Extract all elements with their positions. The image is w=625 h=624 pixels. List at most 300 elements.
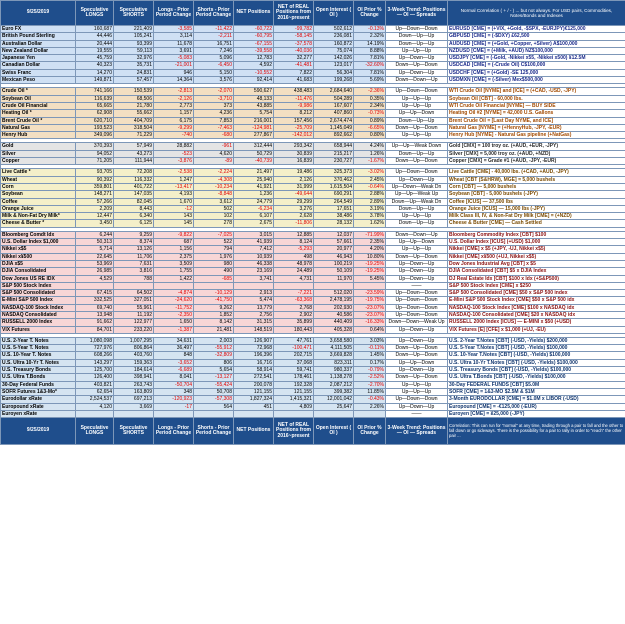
net-real-cell: 59,741: [274, 367, 314, 374]
spec-longs-cell: 620,710: [76, 117, 114, 124]
oi-pct-change-cell: -2.52%: [354, 374, 386, 381]
net-position-cell: 148,519: [234, 326, 274, 333]
row-name-cell: NASDAQ Consolidated: [1, 311, 76, 318]
header-spec-longs: Speculative LONGS: [76, 1, 114, 26]
net-real-cell: 293,342: [274, 143, 314, 150]
oi-pct-change-cell: 3.78%: [354, 213, 386, 220]
net-real-cell: -25,709: [274, 124, 314, 131]
trend-cell: Down—Up—Down: [386, 352, 448, 359]
net-position-cell: -6,234: [234, 205, 274, 212]
net-position-cell: 43,885: [234, 102, 274, 109]
trend-cell: Up—Down—Down: [386, 297, 448, 304]
table-row: [1, 352, 625, 359]
spec-shorts-cell: 72,208: [114, 169, 154, 176]
table-row: [1, 239, 625, 246]
oi-pct-change-cell: -0.13%: [354, 26, 386, 33]
description-cell: WTI Crude Oil [NYME] and [ICE] = (+CAD, -USD, -JPY): [448, 88, 625, 95]
description-cell: U.S. 2-Year T.Notes [CBT] (-USD, -Yields) $200,000: [448, 337, 625, 344]
net-real-cell: -49,644: [274, 191, 314, 198]
spec-longs-cell: 126,400: [76, 374, 114, 381]
open-interest-cell: 40,586: [314, 311, 354, 318]
trend-cell: Up—Up—Up: [386, 95, 448, 102]
trend-cell: Up—Down—Up: [386, 326, 448, 333]
trend-cell: Up—Down—Down: [386, 304, 448, 311]
spec-shorts-cell: 8,443: [114, 205, 154, 212]
trend-cell: Up—Up—Up: [386, 388, 448, 395]
spec-longs-cell: 57,266: [76, 198, 114, 205]
table-row: [1, 345, 625, 352]
header-shorts-change: Shorts - Prior Period Change: [194, 1, 234, 26]
net-real-cell: -5,293: [274, 246, 314, 253]
description-cell: S&P 500 Stock Index [CME] x $250: [448, 282, 625, 289]
description-cell: Euroyen [CME] = ¥25,000 (-JPY): [448, 410, 625, 417]
table-row: [1, 95, 625, 102]
net-position-cell: 121,155: [234, 388, 274, 395]
table-row: [1, 297, 625, 304]
description-cell: 30-Day FEDERAL FUNDS [CBT] $5.0M: [448, 381, 625, 388]
longs-change-cell: -523: [154, 150, 194, 157]
row-name-cell: S&P 500 Consolidated: [1, 290, 76, 297]
row-name-cell: U.S. 10-Year T. Notes: [1, 352, 76, 359]
trend-cell: Up—Up—Up: [386, 381, 448, 388]
description-cell: Gold [CMX] = 100 troy oz. (+AUD, +EUR, -JPY): [448, 143, 625, 150]
shorts-change-cell: -2,211: [194, 33, 234, 40]
description-cell: Coffee [ICUS] — 37,500 lbs: [448, 198, 625, 205]
table-row: [1, 282, 625, 289]
row-name-cell: Soybean: [1, 191, 76, 198]
oi-pct-change-cell: -3.02%: [354, 169, 386, 176]
net-position-cell: 25,940: [234, 176, 274, 183]
table-row: [1, 337, 625, 344]
net-real-cell: -142,012: [274, 132, 314, 139]
open-interest-cell: [314, 282, 354, 289]
oi-pct-change-cell: -0.64%: [354, 183, 386, 190]
open-interest-cell: 264,549: [314, 198, 354, 205]
description-cell: Dow Jones Industrial Avg [CBT] x $5: [448, 260, 625, 267]
net-real-cell: -37,578: [274, 40, 314, 47]
row-name-cell: Copper: [1, 158, 76, 165]
spec-shorts-cell: 116,332: [114, 176, 154, 183]
open-interest-cell: 38,486: [314, 213, 354, 220]
oi-pct-change-cell: 7.81%: [354, 55, 386, 62]
longs-change-cell: 28,882: [154, 143, 194, 150]
trend-cell: Up—Down—Up: [386, 337, 448, 344]
open-interest-cell: 980,337: [314, 367, 354, 374]
oi-pct-change-cell: -2.70%: [354, 381, 386, 388]
spec-shorts-cell: 82,045: [114, 198, 154, 205]
shorts-change-cell: 980: [194, 260, 234, 267]
description-cell: USDCAD [CME] = (-Crude Oil) C$100,000: [448, 62, 625, 69]
row-name-cell: Euro FX: [1, 26, 76, 33]
net-position-cell: 312,444: [234, 143, 274, 150]
longs-change-cell: 848: [154, 352, 194, 359]
spec-longs-cell: 53,969: [76, 260, 114, 267]
shorts-change-cell: -41,750: [194, 297, 234, 304]
trend-cell: Up—Down—Down: [386, 88, 448, 95]
row-name-cell: Bloomberg Comdt Idx: [1, 231, 76, 238]
longs-change-cell: -4,874: [154, 290, 194, 297]
open-interest-cell: 440,409: [314, 319, 354, 326]
longs-change-cell: 946: [154, 69, 194, 76]
row-name-cell: SOFR Futures 1&3-Mo*: [1, 388, 76, 395]
net-position-cell: 41,921: [234, 183, 274, 190]
spec-shorts-cell: 6,340: [114, 213, 154, 220]
net-position-cell: 3,741: [234, 275, 274, 282]
open-interest-cell: 202,930: [314, 304, 354, 311]
open-interest-cell: 167,607: [314, 102, 354, 109]
open-interest-cell: 236,081: [314, 33, 354, 40]
table-row: [1, 374, 625, 381]
spec-longs-cell: 91,662: [76, 319, 114, 326]
oi-pct-change-cell: 0.17%: [354, 359, 386, 366]
longs-change-cell: 143: [154, 213, 194, 220]
net-real-cell: 2,628: [274, 213, 314, 220]
net-real-cell: 178,461: [274, 374, 314, 381]
longs-change-cell: -3,652: [154, 359, 194, 366]
spec-longs-cell: 40,323: [76, 62, 114, 69]
net-position-cell: 50,729: [234, 150, 274, 157]
longs-change-cell: -740: [154, 132, 194, 139]
table-row: [1, 158, 625, 165]
spec-shorts-cell: 697,213: [114, 396, 154, 403]
oi-pct-change-cell: 5.69%: [354, 77, 386, 84]
trend-cell: Down—Up—Up: [386, 150, 448, 157]
shorts-change-cell: 1,976: [194, 253, 234, 260]
spec-shorts-cell: 13,126: [114, 246, 154, 253]
net-real-cell: -63,368: [274, 297, 314, 304]
row-name-cell: Gold: [1, 143, 76, 150]
spec-shorts-cell: 263,743: [114, 381, 154, 388]
oi-pct-change-cell: -19.75%: [354, 297, 386, 304]
oi-pct-change-cell: -23.07%: [354, 311, 386, 318]
open-interest-cell: [314, 410, 354, 417]
spec-shorts-cell: 55,662: [114, 110, 154, 117]
net-position-cell: 21,497: [234, 169, 274, 176]
table-row: [1, 311, 625, 318]
open-interest-cell: 20,977: [314, 246, 354, 253]
description-cell: Cheese & Butter [CME] — Cash Settled: [448, 220, 625, 227]
header-row: [1, 1, 625, 26]
spec-shorts-cell: 55,961: [114, 304, 154, 311]
longs-change-cell: 348: [154, 388, 194, 395]
shorts-change-cell: 102: [194, 213, 234, 220]
trend-cell: Up—Down—Up: [386, 403, 448, 410]
shorts-change-cell: -32,809: [194, 352, 234, 359]
open-interest-cell: 25,647: [314, 403, 354, 410]
net-real-cell: [274, 282, 314, 289]
longs-change-cell: 11,678: [154, 40, 194, 47]
spec-longs-cell: 65,665: [76, 102, 114, 109]
net-position-cell: 1,827,324: [234, 396, 274, 403]
row-name-cell: U.S. 2-Year T. Notes: [1, 337, 76, 344]
table-row: [1, 304, 625, 311]
row-name-cell: Coffee: [1, 198, 76, 205]
longs-change-cell: -9,299: [154, 124, 194, 131]
net-position-cell: 590,627: [234, 88, 274, 95]
shorts-change-cell: [194, 410, 234, 417]
table-row: [1, 69, 625, 76]
shorts-change-cell: 4,620: [194, 150, 234, 157]
description-cell: Nikkei [CME] x¥500 (+UJ, Nikkei x$5): [448, 253, 625, 260]
trend-cell: Up—Down—Up: [386, 55, 448, 62]
spec-shorts-cell: 147,035: [114, 191, 154, 198]
open-interest-cell: 12,001,042: [314, 396, 354, 403]
description-cell: DJ Real Estate Idx [CBT] $100 x Idx (+S&P500): [448, 275, 625, 282]
description-cell: U.S. 5-Year T.Notes [CBT] (-USD, -Yields) $100,000: [448, 345, 625, 352]
trend-cell: Down—Up—Down: [386, 158, 448, 165]
shorts-change-cell: 564: [194, 403, 234, 410]
oi-pct-change-cell: 2.26%: [354, 403, 386, 410]
row-name-cell: Eurodollar xRate: [1, 396, 76, 403]
spec-longs-cell: 93,705: [76, 169, 114, 176]
spec-shorts-cell: 35,731: [114, 62, 154, 69]
net-position-cell: 92,414: [234, 77, 274, 84]
trend-cell: Up—Up—Up: [386, 213, 448, 220]
net-position-cell: 1,236: [234, 191, 274, 198]
header-date: 9/25/2019: [1, 1, 76, 26]
net-real-cell: 30,839: [274, 150, 314, 157]
spec-longs-cell: 13,948: [76, 311, 114, 318]
oi-pct-change-cell: 2.32%: [354, 33, 386, 40]
description-cell: U.S. Treasury Bonds [CBT] (-USD, -Yields) $100,000: [448, 367, 625, 374]
shorts-change-cell: -4,308: [194, 176, 234, 183]
open-interest-cell: 75,074: [314, 47, 354, 54]
trend-cell: Up—Down—Down: [386, 26, 448, 33]
spec-shorts-cell: 11,192: [114, 311, 154, 318]
table-row: [1, 176, 625, 183]
shorts-change-cell: 7,246: [194, 47, 234, 54]
oi-pct-change-cell: 11.85%: [354, 388, 386, 395]
shorts-change-cell: 9,262: [194, 304, 234, 311]
spec-shorts-cell: 93,399: [114, 40, 154, 47]
trend-cell: Up—Up—Down: [386, 239, 448, 246]
spec-shorts-cell: [114, 282, 154, 289]
net-real-cell: 35,899: [274, 319, 314, 326]
description-cell: GBPUSD [CME] = (-$DXY) £62,500: [448, 33, 625, 40]
longs-change-cell: 4,193: [154, 191, 194, 198]
trend-cell: Up—Up—Down: [386, 110, 448, 117]
longs-change-cell: [154, 410, 194, 417]
shorts-change-cell: -11,422: [194, 26, 234, 33]
row-name-cell: Corn: [1, 183, 76, 190]
open-interest-cell: 2,478,195: [314, 297, 354, 304]
longs-change-cell: -12: [154, 205, 194, 212]
longs-change-cell: -2,350: [154, 311, 194, 318]
net-real-cell: -40,036: [274, 47, 314, 54]
trend-cell: Down—Down—Weak Up: [386, 319, 448, 326]
trend-cell: Up—Down—Up: [386, 268, 448, 275]
description-cell: 3-Month EURODOLLAR [CME] = $1.0M x LIBOR (-USD): [448, 396, 625, 403]
description-cell: USDMXN [CME] = (-Silver) Mex$500,000: [448, 77, 625, 84]
longs-change-cell: [154, 282, 194, 289]
oi-pct-change-cell: -2.36%: [354, 88, 386, 95]
open-interest-cell: 823,311: [314, 359, 354, 366]
net-real-cell: 438,483: [274, 88, 314, 95]
net-real-cell: 37,068: [274, 359, 314, 366]
oi-pct-change-cell: -71.99%: [354, 231, 386, 238]
description-cell: Silver [CMX] = 5,000 troy oz. (+AUD, +NZD): [448, 150, 625, 157]
table-row: [1, 40, 625, 47]
open-interest-cell: 399,382: [314, 388, 354, 395]
spec-longs-cell: 608,266: [76, 352, 114, 359]
trend-cell: Down—Up—Up: [386, 40, 448, 47]
open-interest-cell: 3,669,828: [314, 352, 354, 359]
shorts-change-cell: 50,708: [194, 388, 234, 395]
footer-spec-shorts: Speculative SHORTS: [114, 418, 154, 445]
shorts-change-cell: -961: [194, 143, 234, 150]
row-name-cell: New Zealand Dollar: [1, 47, 76, 54]
spec-shorts-cell: 64,502: [114, 290, 154, 297]
net-position-cell: 5,474: [234, 297, 274, 304]
oi-pct-change-cell: 10.80%: [354, 253, 386, 260]
description-cell: Heating Oil #2 [NYME] = 42,000 U.S. Gallons: [448, 110, 625, 117]
open-interest-cell: 142,026: [314, 55, 354, 62]
spec-shorts-cell: 8,374: [114, 239, 154, 246]
row-name-cell: VIX Futures: [1, 326, 76, 333]
spec-longs-cell: 148,271: [76, 191, 114, 198]
shorts-change-cell: 806: [194, 359, 234, 366]
open-interest-cell: 215,217: [314, 150, 354, 157]
oi-pct-change-cell: -0.73%: [354, 110, 386, 117]
net-position-cell: 200,078: [234, 381, 274, 388]
table-row: [1, 26, 625, 33]
table-row: [1, 246, 625, 253]
table-row: [1, 88, 625, 95]
open-interest-cell: 230,727: [314, 158, 354, 165]
footer-net: NET Positions: [234, 418, 274, 445]
spec-longs-cell: 45,759: [76, 55, 114, 62]
description-cell: SOFR [CME] = 1&3-MO $2.5M & $1M: [448, 388, 625, 395]
row-name-cell: U.S. Dollar Index $1,000: [1, 239, 76, 246]
trend-cell: Up—Down—Up: [386, 69, 448, 76]
row-name-cell: Crude Oil *: [1, 88, 76, 95]
table-row: [1, 403, 625, 410]
description-cell: Nikkei [CME] x $5 (+JPY, -UJ, Nikkei x$5): [448, 246, 625, 253]
table-row: [1, 410, 625, 417]
longs-change-cell: 3,509: [154, 260, 194, 267]
oi-pct-change-cell: -32.60%: [354, 62, 386, 69]
spec-longs-cell: 5,714: [76, 246, 114, 253]
description-cell: Natural Gas [NYME] = (+HennyHub, -JPY, -EUR): [448, 124, 625, 131]
trend-cell: Up—Up—Up: [386, 132, 448, 139]
row-name-cell: Swiss Franc: [1, 69, 76, 76]
spec-shorts-cell: 788: [114, 275, 154, 282]
shorts-change-cell: 2,003: [194, 337, 234, 344]
net-real-cell: -7,221: [274, 290, 314, 297]
net-position-cell: -124,981: [234, 124, 274, 131]
net-real-cell: 192,328: [274, 381, 314, 388]
spec-longs-cell: 6,244: [76, 231, 114, 238]
net-real-cell: -11,806: [274, 220, 314, 227]
description-cell: U.S. Dollar Index [ICUS] (+USD) $1,000: [448, 239, 625, 246]
net-position-cell: 216,001: [234, 117, 274, 124]
row-name-cell: Henry Hub: [1, 132, 76, 139]
description-cell: Brent Crude Oil = [Last Day NYME, and ICE]: [448, 117, 625, 124]
spec-longs-cell: [76, 282, 114, 289]
trend-cell: Up—Up—Weak Down: [386, 143, 448, 150]
trend-cell: Down—Up—Down: [386, 124, 448, 131]
spec-shorts-cell: 21,780: [114, 102, 154, 109]
row-name-cell: Canadian Dollar: [1, 62, 76, 69]
spec-longs-cell: 14,270: [76, 69, 114, 76]
net-real-cell: 157,456: [274, 117, 314, 124]
longs-change-cell: -9,822: [154, 231, 194, 238]
table-row: [1, 388, 625, 395]
table-row: [1, 143, 625, 150]
open-interest-cell: 100,219: [314, 260, 354, 267]
spec-shorts-cell: 122,977: [114, 319, 154, 326]
description-cell: VIX Futures [E] [CFE] x $1,000 (+UJ, -EU): [448, 326, 625, 333]
table-row: [1, 319, 625, 326]
spec-longs-cell: 741,166: [76, 88, 114, 95]
shorts-change-cell: 21,481: [194, 326, 234, 333]
row-name-cell: U.S. Treasury Bonds: [1, 367, 76, 374]
spec-shorts-cell: 57,457: [114, 77, 154, 84]
oi-pct-change-cell: -1.67%: [354, 158, 386, 165]
open-interest-cell: 1,145,049: [314, 124, 354, 131]
open-interest-cell: 123,017: [314, 62, 354, 69]
spec-longs-cell: 71,205: [76, 158, 114, 165]
open-interest-cell: 28,132: [314, 220, 354, 227]
longs-change-cell: -50,704: [154, 381, 194, 388]
net-position-cell: 12,783: [234, 55, 274, 62]
net-position-cell: -60,795: [234, 33, 274, 40]
table-row: [1, 191, 625, 198]
header-trend: 3-Week Trend: Positions — OI — Spreads: [386, 1, 448, 26]
spec-longs-cell: 116,639: [76, 95, 114, 102]
net-position-cell: 2,913: [234, 290, 274, 297]
row-name-cell: Europound xRate: [1, 403, 76, 410]
spec-longs-cell: 727,976: [76, 345, 114, 352]
net-position-cell: 126,907: [234, 337, 274, 344]
shorts-change-cell: 3,576: [194, 77, 234, 84]
oi-pct-change-cell: 2.88%: [354, 191, 386, 198]
spec-longs-cell: 50,313: [76, 239, 114, 246]
row-name-cell: U.S. Ultra T.Bonds: [1, 374, 76, 381]
net-real-cell: 7,822: [274, 69, 314, 76]
row-name-cell: 30-Day Federal Funds: [1, 381, 76, 388]
footer-shorts-change: Shorts - Prior Period Change: [194, 418, 234, 445]
row-name-cell: Cheese & Butter *: [1, 220, 76, 227]
description-cell: Orange Juice [ICUS] — 15,000 lbs (-JPY): [448, 205, 625, 212]
spec-shorts-cell: 24,831: [114, 69, 154, 76]
description-cell: Corn [CBT] — 5,000 bushels: [448, 183, 625, 190]
open-interest-cell: 892,662: [314, 132, 354, 139]
net-real-cell: -58,145: [274, 33, 314, 40]
row-name-cell: NASDAQ-100 Stock Index: [1, 304, 76, 311]
net-real-cell: [274, 410, 314, 417]
trend-cell: Up—Down—Down: [386, 311, 448, 318]
header-description: Normal Correlation ( + / - ) ... but not always. For USD pairs, Commodities, Notes/Bonds and Indexes: [448, 1, 625, 26]
net-position-cell: 196,396: [234, 352, 274, 359]
description-cell: U.S. Ultra 10-Yr T.Notes [CBT] (-USD, -Yields) $100,000: [448, 359, 625, 366]
description-cell: Copper [CMX] = Grade #1 (+AUD, -JPY, -EUR): [448, 158, 625, 165]
shorts-change-cell: 490: [194, 268, 234, 275]
net-position-cell: 5,754: [234, 110, 274, 117]
shorts-change-cell: [194, 282, 234, 289]
trend-cell: Down—Down—Up: [386, 231, 448, 238]
table-row: [1, 275, 625, 282]
longs-change-cell: 1,156: [154, 246, 194, 253]
spec-shorts-cell: 318,504: [114, 124, 154, 131]
spec-shorts-cell: 159,363: [114, 359, 154, 366]
oi-pct-change-cell: 1.45%: [354, 352, 386, 359]
trend-cell: Up—Down—Up: [386, 176, 448, 183]
spec-shorts-cell: 3,669: [114, 403, 154, 410]
trend-cell: Down—Up—Down: [386, 345, 448, 352]
open-interest-cell: 12,037: [314, 231, 354, 238]
open-interest-cell: 370,462: [314, 176, 354, 183]
